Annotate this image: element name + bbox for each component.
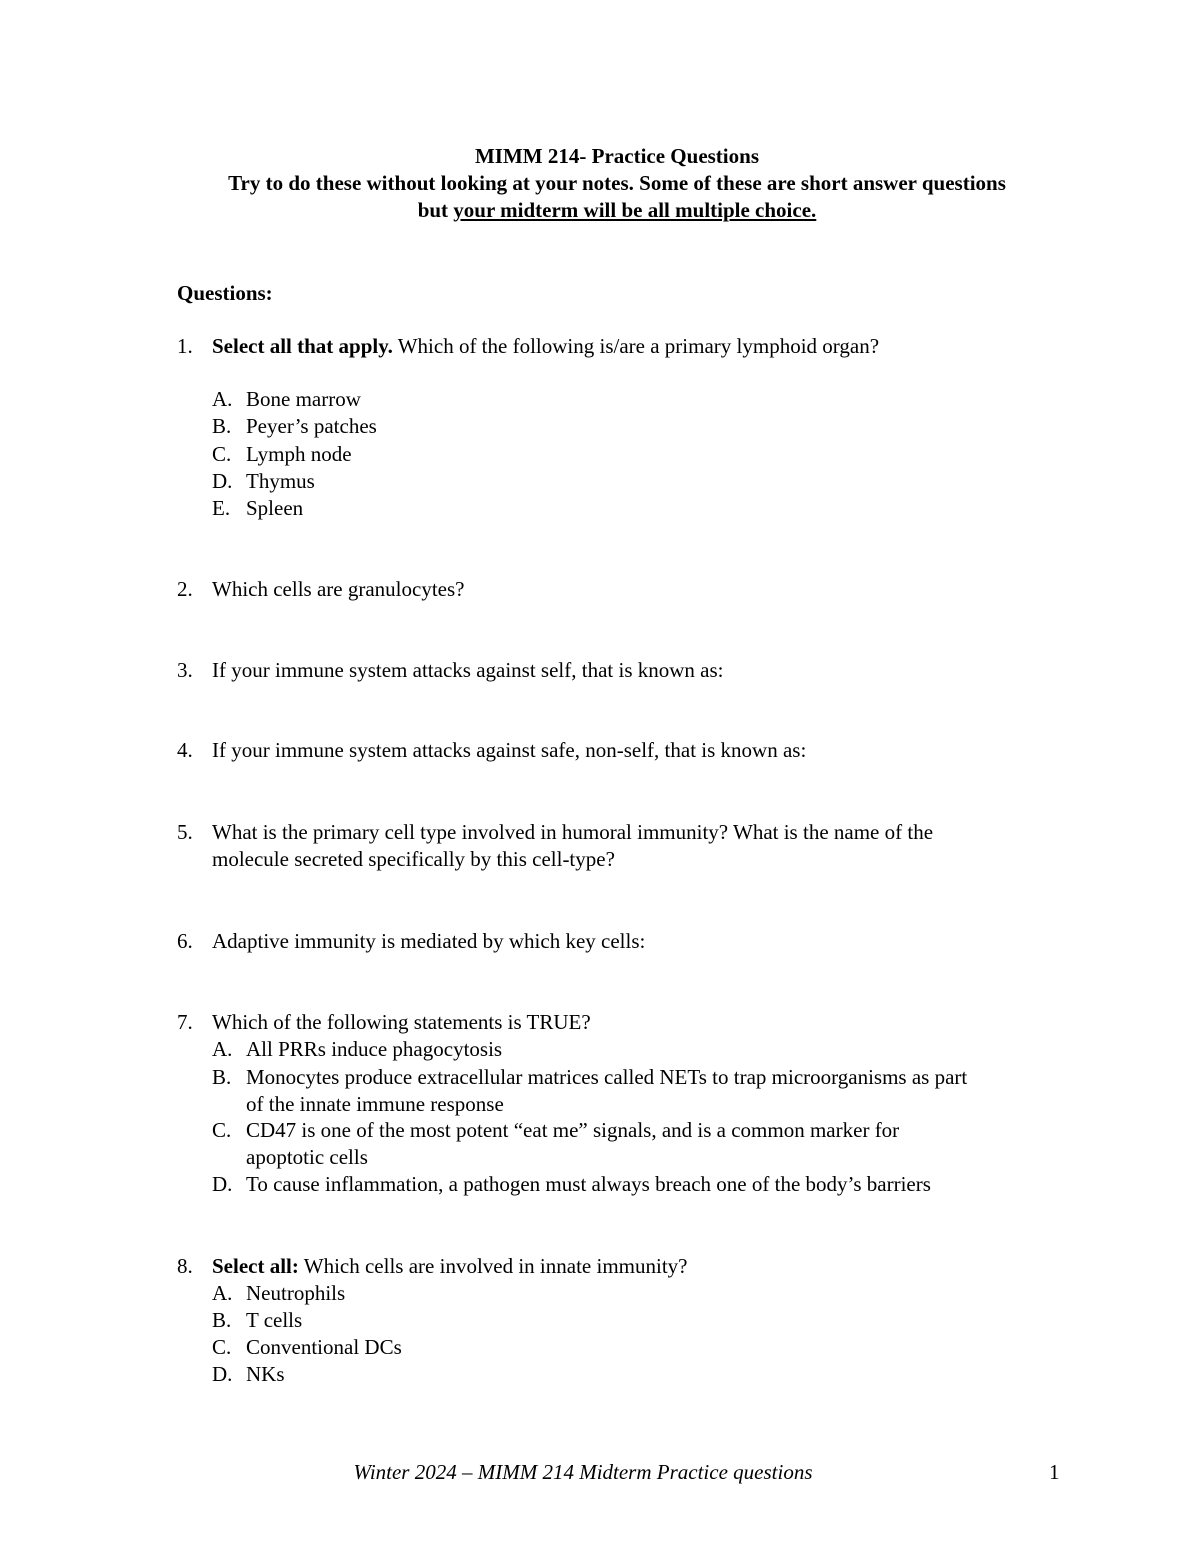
option-text: NKs (246, 1362, 285, 1386)
question-body: Which cells are involved in innate immunity? (298, 1254, 688, 1278)
question-number: 5. (177, 820, 193, 844)
question-bold-prefix: Select all: (212, 1254, 299, 1278)
page-number: 1 (1049, 1460, 1060, 1484)
instructions-line-1: Try to do these without looking at your notes. Some of these are short answer questions (228, 171, 1006, 195)
option-letter: B. (212, 1308, 232, 1332)
question-text (212, 1253, 687, 1280)
question-number: 6. (177, 929, 193, 953)
option-text-line-2: apoptotic cells (246, 1145, 368, 1169)
section-heading: Questions: (177, 281, 273, 305)
option-text-line-1: CD47 is one of the most potent “eat me” signals, and is a common marker for (246, 1118, 900, 1142)
question-text-line-2: molecule secreted specifically by this cell-type? (212, 847, 615, 871)
page-footer: Winter 2024 – MIMM 214 Midterm Practice questions (353, 1460, 813, 1484)
option-text-line-2: of the innate immune response (246, 1092, 504, 1116)
option-letter: C. (212, 1335, 232, 1359)
option-letter: A. (212, 1037, 233, 1061)
option-text: Conventional DCs (246, 1335, 402, 1359)
option-text: Spleen (246, 496, 304, 520)
question-text: If your immune system attacks against self, that is known as: (212, 658, 724, 682)
instructions-line-2 (0, 197, 1200, 224)
question-number: 8. (177, 1254, 193, 1278)
option-letter: C. (212, 442, 232, 466)
question-text (212, 333, 879, 360)
option-text: Bone marrow (246, 387, 361, 411)
question-body: Which of the following is/are a primary lymphoid organ? (392, 334, 880, 358)
option-text: Thymus (246, 469, 315, 493)
instructions-underlined: your midterm will be all multiple choice. (453, 198, 817, 222)
question-text: Which cells are granulocytes? (212, 577, 465, 601)
question-text: Adaptive immunity is mediated by which key cells: (212, 929, 646, 953)
option-letter: E. (212, 496, 231, 520)
option-letter: D. (212, 469, 233, 493)
question-number: 7. (177, 1010, 193, 1034)
option-letter: D. (212, 1362, 233, 1386)
option-letter: B. (212, 1065, 232, 1089)
option-letter: D. (212, 1172, 233, 1196)
question-number: 1. (177, 334, 193, 358)
option-text: To cause inflammation, a pathogen must always breach one of the body’s barriers (246, 1172, 931, 1196)
option-text-line-1: Monocytes produce extracellular matrices called NETs to trap microorganisms as part (246, 1065, 968, 1089)
question-number: 3. (177, 658, 193, 682)
option-letter: C. (212, 1118, 232, 1142)
option-text: Lymph node (246, 442, 352, 466)
option-text: All PRRs induce phagocytosis (246, 1037, 503, 1061)
option-text: Neutrophils (246, 1281, 346, 1305)
question-bold-prefix: Select all that apply. (212, 334, 393, 358)
question-number: 4. (177, 738, 193, 762)
option-text: T cells (246, 1308, 303, 1332)
option-letter: B. (212, 414, 232, 438)
question-text: Which of the following statements is TRUE? (212, 1010, 591, 1034)
page-title: MIMM 214- Practice Questions (474, 144, 759, 168)
instructions-prefix: but (417, 198, 454, 222)
option-letter: A. (212, 387, 233, 411)
option-letter: A. (212, 1281, 233, 1305)
question-text: If your immune system attacks against safe, non-self, that is known as: (212, 738, 807, 762)
option-text: Peyer’s patches (246, 414, 377, 438)
question-number: 2. (177, 577, 193, 601)
question-text-line-1: What is the primary cell type involved in humoral immunity? What is the name of the (212, 820, 934, 844)
